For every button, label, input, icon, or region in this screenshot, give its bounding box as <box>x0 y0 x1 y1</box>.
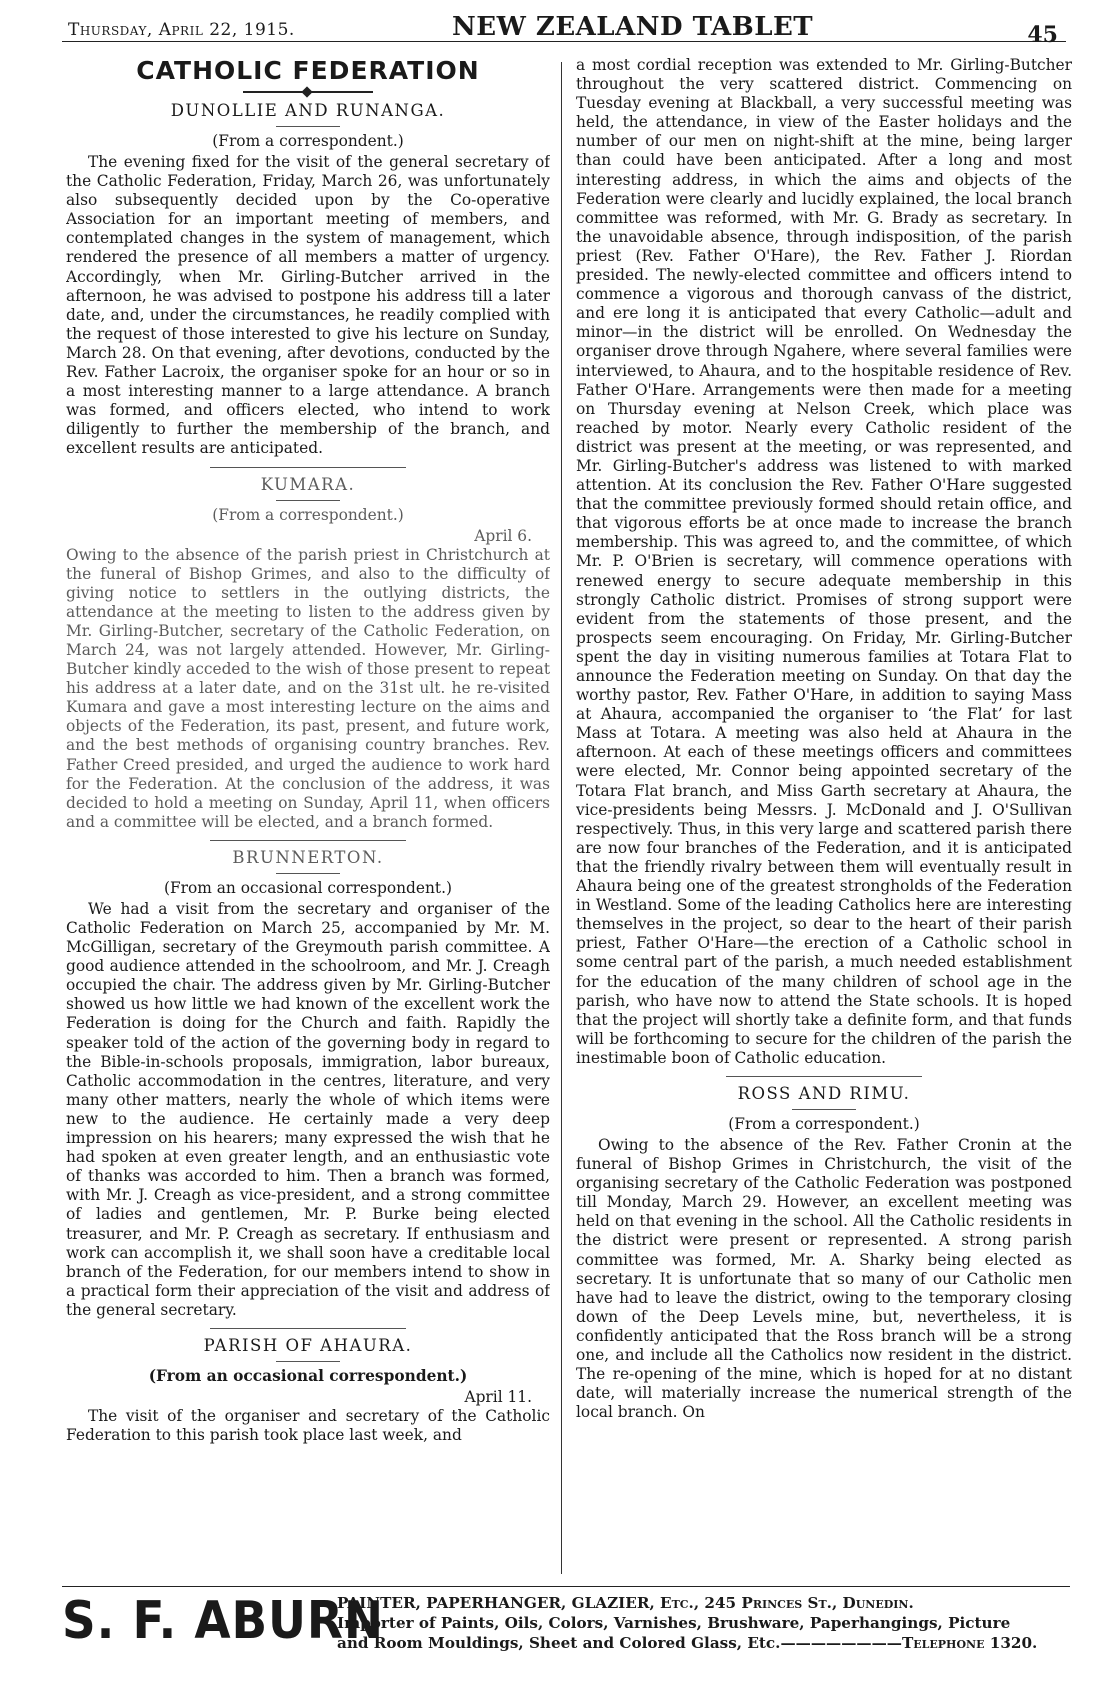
advertisement-text <box>337 1593 1065 1653</box>
section-rule <box>276 500 340 501</box>
correspondent-line: (From a correspondent.) <box>728 1114 920 1133</box>
column-divider <box>561 62 562 1574</box>
section-divider <box>726 1076 922 1077</box>
page-number: 45 <box>1027 22 1058 48</box>
article-body-continued: a most cordial reception was extended to Mr. Girling-Butcher throughout the very scattered district. Commencing on Tuesday evening at Blackball, a very successful meeting was held, the attendance, in view of the Easter holidays and the number of our men on night-shift at the mine, being larger than could have been anticipated. After a long and most interesting address, in which the aims and objects of the Federation were clearly and lucidly explained, the local branch committee was reformed, with Mr. G. Brady as secretary. In the unavoidable absence, through indisposition, of the parish priest (Rev. Father O'Hare), the Rev. Father J. Riordan presided. The newly-elected committee and officers intend to commence a vigorous and thorough canvass of the district, and ere long it is anticipated that every Catholic—adult and minor—in the district will be enrolled. On Wednesday the organiser drove through Ngahere, where several families were interviewed, to Ahaura, and to the hospitable residence of Rev. Father O'Hare. Arrangements were then made for a meeting on Thursday evening at Nelson Creek, which place was reached by motor. Nearly every Catholic resident of the district was present at the meeting, or was represented, and Mr. Girling-Butcher's address was listened to with marked attention. At its conclusion the Rev. Father O'Hare suggested that the committee previously formed should retain office, and that vigorous efforts be at once made to increase the branch membership. This was agreed to, and the committee, of which Mr. P. O'Brien is secretary, will commence operations with renewed energy to secure adequate membership in this strongly Catholic district. Promises of strong support were evident from the statements of those present, and the prospects seem encouraging. On Friday, Mr. Girling-Butcher spent the day in visiting numerous families at Totara Flat to announce the Federation meeting on Sunday. On that day the worthy pastor, Rev. Father O'Hare, in addition to saying Mass at Ahaura, accompanied the organiser to ‘the Flat’ for last Mass at Totara. A meeting was also held at Ahaura in the afternoon. At each of these meetings officers and committees were elected, Mr. Connor being appointed secretary of the Totara Flat branch, and Miss Garth secretary at Ahaura, the vice-presidents being Messrs. J. McDonald and J. O'Sullivan respectively. Thus, in this very large and scattered parish there are now four branches of the Federation, and it is anticipated that the friendly rivalry between them will eventually result in Ahaura being one of the greatest strongholds of the Federation in Westland. Some of the leading Catholics here are interesting themselves in the project, so dear to the heart of their parish priest, Father O'Hare—the erection of a Catholic school in some central part of the parish, a much needed establishment for the education of the many children of school age in the parish, who have now to attend the State schools. It is hoped that the project will shortly take a definite form, and that funds will be forthcoming to secure for the children of the parish the inestimable boon of Catholic education. <box>576 56 1072 1067</box>
correspondent-line: (From a correspondent.) <box>212 505 404 524</box>
section-heading: DUNOLLIE AND RUNANGA. <box>170 101 446 120</box>
section-brunnerton <box>66 847 550 1320</box>
section-rule <box>276 873 340 874</box>
article-body: Owing to the absence of the Rev. Father Cronin at the funeral of Bishop Grimes in Christchurch, the visit of the organising secretary of the Catholic Federation was postponed till Monday, March 29. However, an excellent meeting was held on that evening in the school. All the Catholic residents in the district were present or represented. A strong parish committee was formed, Mr. A. Sharky being elected as secretary. It is unfortunate that so many of our Catholic men have had to leave the district, owing to the temporary closing down of the Deep Levels mine, but, nevertheless, it is confidently anticipated that the Ross branch will be a strong one, and include all the Catholics now resident in the district. The re-opening of the mine, which is hoped for at no distant date, will materially increase the numerical strength of the local branch. On <box>576 1135 1072 1422</box>
heading-ornament <box>243 88 373 96</box>
ad-line-3 <box>337 1633 1065 1653</box>
ad-telephone: Telephone 1320. <box>901 1634 1038 1652</box>
section-ross <box>576 1083 1072 1422</box>
section-heading: KUMARA. <box>260 474 356 494</box>
section-divider <box>210 467 406 468</box>
issue-date: Thursday, April 22, 1915. <box>68 20 295 40</box>
main-heading: CATHOLIC FEDERATION <box>136 56 480 85</box>
advertisement <box>62 1586 1070 1658</box>
advertiser-name: S. F. ABURN <box>62 1591 384 1651</box>
section-divider <box>210 1328 406 1329</box>
dateline: April 11. <box>464 1387 532 1406</box>
section-ahaura <box>66 1335 550 1445</box>
section-divider <box>210 840 406 841</box>
correspondent-line: (From an occasional correspondent.) <box>163 878 453 897</box>
section-kumara <box>66 474 550 832</box>
masthead <box>62 8 1066 48</box>
ad-line-3-main: and Room Mouldings, Sheet and Colored Glass, Etc. <box>337 1634 781 1652</box>
section-heading: BRUNNERTON. <box>232 847 384 867</box>
article-body: Owing to the absence of the parish priest in Christchurch at the funeral of Bishop Grimes, and also to the difficulty of giving notice to settlers in the outlying districts, the attendance at the meeting to listen to the address given by Mr. Girling-Butcher, secretary of the Catholic Federation, on March 24, was not largely attended. However, Mr. Girling-Butcher kindly acceded to the wish of those present to repeat his address at a later date, and on the 31st ult. he re-visited Kumara and gave a most interesting lecture on the aims and objects of the Federation, its past, present, and future work, and the best methods of organising country branches. Rev. Father Creed presided, and urged the audience to work hard for the Federation. At the conclusion of the address, it was decided to hold a meeting on Sunday, April 11, when officers and a committee will be elected, and a branch formed. <box>66 545 550 831</box>
left-column <box>66 56 550 1580</box>
section-heading: ROSS AND RIMU. <box>737 1083 911 1103</box>
section-rule <box>276 126 340 127</box>
correspondent-line: (From an occasional correspondent.) <box>148 1366 468 1385</box>
article-body: The visit of the organiser and secretary of the Catholic Federation to this parish took place last week, and <box>66 1406 550 1445</box>
article-body: The evening fixed for the visit of the general secretary of the Catholic Federation, Friday, March 26, was unfortunately also subsequently decided upon by the Co-operative Association for an important meeting of members, and contemplated changes in the system of management, which rendered the presence of all members a matter of urgency. Accordingly, when Mr. Girling-Butcher arrived in the afternoon, he was advised to postpone his address till a later date, and, under the circumstances, he readily complied with the request of those interested to give his lecture on Sunday, March 28. On that evening, after devotions, conducted by the Rev. Father Lacroix, the organiser spoke for an hour or so in a most interesting manner to a large attendance. A branch was formed, and officers elected, who intend to work diligently to further the membership of the branch, and excellent results are anticipated. <box>66 153 550 458</box>
ad-line-3-dash: ———————— <box>780 1634 902 1652</box>
article-body: We had a visit from the secretary and organiser of the Catholic Federation on March 25, accompanied by Mr. M. McGilligan, secretary of the Greymouth parish committee. A good audience attended in the schoolroom, and Mr. J. Creagh occupied the chair. The address given by Mr. Girling-Butcher showed us how little we had known of the excellent work the Federation is doing for the Church and faith. Rapidly the speaker told of the action of the governing body in regard to the Bible-in-schools proposals, immigration, labor bureaux, Catholic accommodation in the centres, literature, and very many other matters, nearly the whole of which items were new to the audience. He certainly made a very deep impression on his hearers; many expressed the wish that he had spoken at even greater length, and an enthusiastic vote of thanks was accorded to him. Then a branch was formed, with Mr. J. Creagh as vice-president, and a strong committee of ladies and gentlemen, Mr. P. Burke being elected treasurer, and Mr. P. Creagh as secretary. If enthusiasm and work can accomplish it, we shall soon have a creditable local branch of the Federation, for our members intend to show in a practical form their appreciation of the visit and address of the general secretary. <box>66 899 550 1319</box>
section-rule <box>276 1361 340 1362</box>
correspondent-line: (From a correspondent.) <box>212 132 404 150</box>
section-rule <box>792 1109 856 1110</box>
ad-line-1-address: Etc., 245 Princes St., Dunedin. <box>660 1594 914 1612</box>
ad-line-1-main: PAINTER, PAPERHANGER, GLAZIER, <box>337 1594 661 1612</box>
right-column <box>576 56 1072 1580</box>
ad-line-1 <box>337 1593 1065 1613</box>
section-dunollie <box>66 100 550 459</box>
section-heading: PARISH OF AHAURA. <box>203 1335 413 1355</box>
dateline: April 6. <box>474 526 532 545</box>
ad-line-2: Importer of Paints, Oils, Colors, Varnishes, Brushware, Paperhangings, Picture <box>337 1614 1011 1632</box>
publication-title: NEW ZEALAND TABLET <box>452 12 814 42</box>
